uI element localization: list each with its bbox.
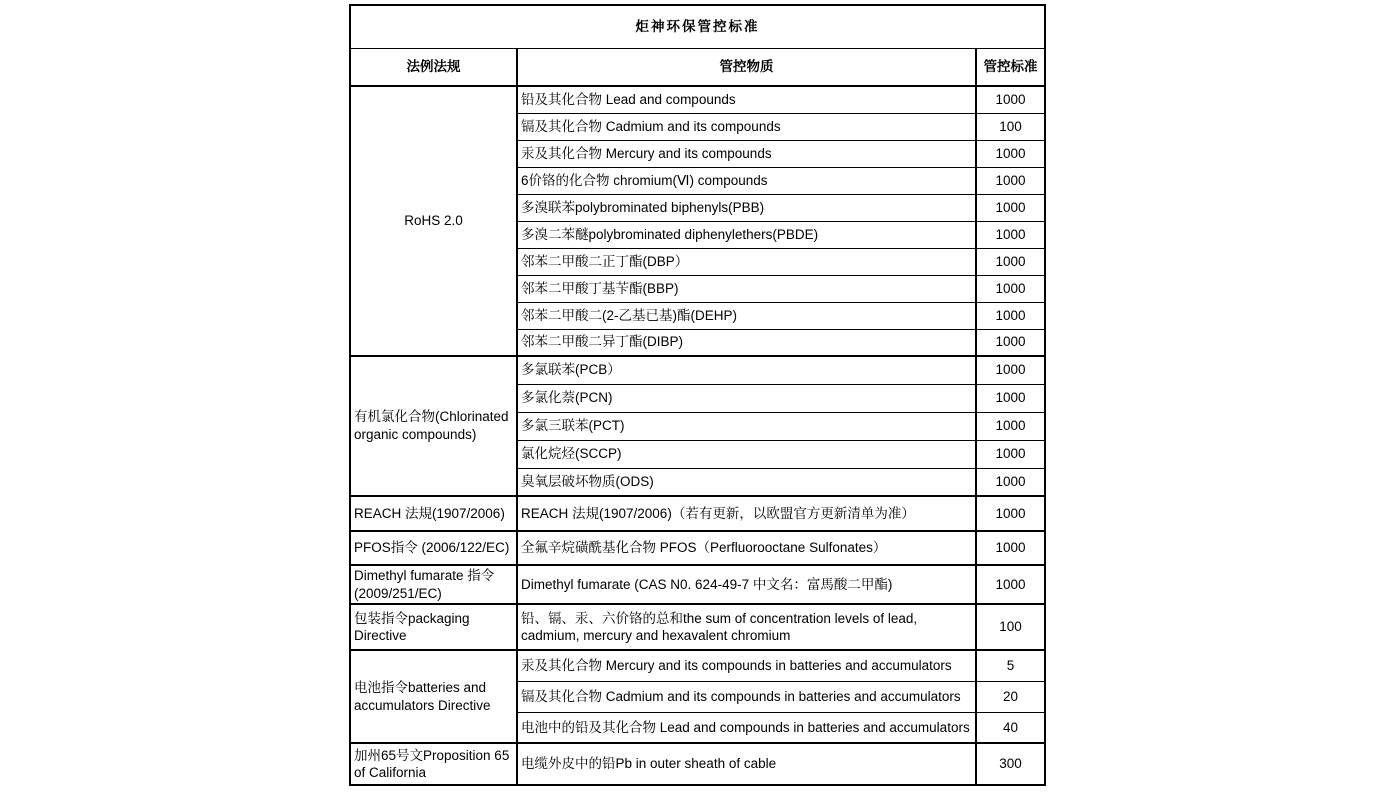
law-cell-pfos: PFOS指令 (2006/122/EC) — [350, 531, 517, 565]
standard-cell: 1000 — [976, 468, 1045, 496]
substance-cell: 汞及其化合物 Mercury and its compounds — [517, 140, 976, 167]
substance-cell: 汞及其化合物 Mercury and its compounds in batteries and accumulators — [517, 650, 976, 681]
table-row — [350, 743, 1045, 785]
substance-cell: 多氯三联苯(PCT) — [517, 412, 976, 440]
substance-cell: 镉及其化合物 Cadmium and its compounds — [517, 113, 976, 140]
substance-cell: 电池中的铅及其化合物 Lead and compounds in batteries and accumulators — [517, 712, 976, 743]
table-row — [350, 86, 1045, 113]
table-row — [350, 650, 1045, 681]
table-row — [350, 565, 1045, 604]
substance-cell: REACH 法規(1907/2006)（若有更新，以欧盟官方更新清单为准） — [517, 496, 976, 531]
standard-cell: 1000 — [976, 248, 1045, 275]
standard-cell: 100 — [976, 113, 1045, 140]
substance-cell: 铅、镉、汞、六价铬的总和the sum of concentration levels of lead, cadmium, mercury and hexavalent chromium — [517, 604, 976, 650]
standard-cell: 1000 — [976, 329, 1045, 356]
standard-cell: 40 — [976, 712, 1045, 743]
standard-cell: 100 — [976, 604, 1045, 650]
header-row — [350, 49, 1045, 87]
title-row — [350, 5, 1045, 49]
standard-cell: 20 — [976, 681, 1045, 712]
standard-cell: 1000 — [976, 496, 1045, 531]
law-cell-rohs: RoHS 2.0 — [350, 86, 517, 356]
substance-cell: 镉及其化合物 Cadmium and its compounds in batteries and accumulators — [517, 681, 976, 712]
law-cell-prop65: 加州65号文Proposition 65 of California — [350, 743, 517, 785]
standard-cell: 1000 — [976, 412, 1045, 440]
column-header-standard: 管控标准 — [976, 49, 1045, 87]
standard-cell: 1000 — [976, 565, 1045, 604]
standard-cell: 1000 — [976, 384, 1045, 412]
substance-cell: 全氟辛烷磺酰基化合物 PFOS（Perfluorooctane Sulfonates） — [517, 531, 976, 565]
table-row — [350, 356, 1045, 384]
standard-cell: 1000 — [976, 302, 1045, 329]
substance-cell: 多溴联苯polybrominated biphenyls(PBB) — [517, 194, 976, 221]
standard-cell: 300 — [976, 743, 1045, 785]
column-header-substance: 管控物质 — [517, 49, 976, 87]
table-row — [350, 496, 1045, 531]
standard-cell: 1000 — [976, 440, 1045, 468]
substance-cell: 6价铬的化合物 chromium(Ⅵ) compounds — [517, 167, 976, 194]
standard-cell: 1000 — [976, 531, 1045, 565]
table-row — [350, 531, 1045, 565]
standard-cell: 1000 — [976, 356, 1045, 384]
substance-cell: 邻苯二甲酸二正丁酯(DBP） — [517, 248, 976, 275]
law-cell-dimethyl-fumarate: Dimethyl fumarate 指令(2009/251/EC) — [350, 565, 517, 604]
substance-cell: 臭氧层破坏物质(ODS) — [517, 468, 976, 496]
law-cell-batteries: 电池指令batteries and accumulators Directive — [350, 650, 517, 743]
standard-cell: 1000 — [976, 86, 1045, 113]
substance-cell: 邻苯二甲酸丁基苄酯(BBP) — [517, 275, 976, 302]
page-title: 炬神环保管控标准 — [350, 5, 1045, 49]
substance-cell: 多氯化萘(PCN) — [517, 384, 976, 412]
substance-cell: 多氯联苯(PCB） — [517, 356, 976, 384]
substance-cell: Dimethyl fumarate (CAS N0. 624-49-7 中文名：富馬酸二甲酯) — [517, 565, 976, 604]
law-cell-organochlorine: 有机氯化合物(Chlorinated organic compounds) — [350, 356, 517, 496]
substance-cell: 电缆外皮中的铅Pb in outer sheath of cable — [517, 743, 976, 785]
substance-cell: 邻苯二甲酸二异丁酯(DIBP) — [517, 329, 976, 356]
substance-cell: 铅及其化合物 Lead and compounds — [517, 86, 976, 113]
law-cell-reach: REACH 法規(1907/2006) — [350, 496, 517, 531]
column-header-law: 法例法规 — [350, 49, 517, 87]
substance-cell: 多溴二苯醚polybrominated diphenylethers(PBDE) — [517, 221, 976, 248]
substance-cell: 氯化烷烃(SCCP) — [517, 440, 976, 468]
standard-cell: 1000 — [976, 167, 1045, 194]
standard-cell: 1000 — [976, 221, 1045, 248]
substance-cell: 邻苯二甲酸二(2-乙基已基)酯(DEHP) — [517, 302, 976, 329]
standard-cell: 1000 — [976, 140, 1045, 167]
law-cell-packaging: 包装指令packaging Directive — [350, 604, 517, 650]
standard-cell: 5 — [976, 650, 1045, 681]
table-row — [350, 604, 1045, 650]
standards-sheet — [349, 4, 1046, 786]
standard-cell: 1000 — [976, 275, 1045, 302]
control-standards-table — [349, 4, 1046, 786]
standard-cell: 1000 — [976, 194, 1045, 221]
